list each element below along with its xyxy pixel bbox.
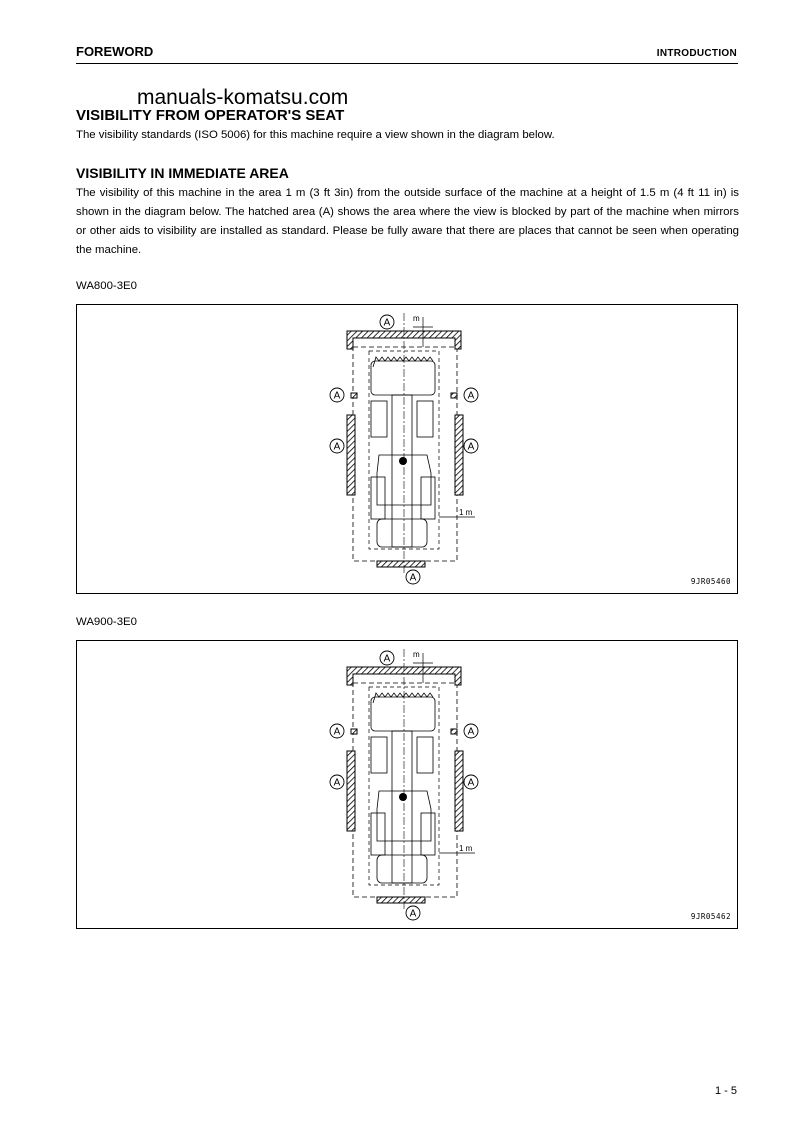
- figure-id: 9JR05460: [690, 577, 731, 586]
- callout-a-label: A: [409, 572, 417, 584]
- rear-right-tire: [421, 477, 435, 519]
- callout-a-label: A: [409, 908, 417, 920]
- dim-side-label: 1 m: [459, 844, 473, 853]
- page-number: 1 - 5: [714, 1085, 737, 1097]
- rear-left-tire: [371, 813, 385, 855]
- dim-side-label: 1 m: [459, 508, 473, 517]
- callout-a-label: A: [333, 726, 341, 738]
- bucket-teeth: [373, 693, 433, 703]
- front-left-tire: [371, 737, 387, 773]
- blind-zone-bottom: [377, 561, 425, 567]
- section-text-visibility-seat: The visibility standards (ISO 5006) for this machine require a view shown in the diagram below.: [76, 129, 555, 141]
- figure-wa900: [76, 640, 738, 929]
- watermark-text: manuals-komatsu.com: [137, 86, 349, 109]
- bucket: [371, 361, 435, 395]
- front-right-tire: [417, 401, 433, 437]
- mirror-zone-left: [351, 393, 357, 398]
- front-right-tire: [417, 737, 433, 773]
- figure-wa800: [76, 304, 738, 594]
- callout-a-label: A: [333, 441, 341, 453]
- mirror-zone-left: [351, 729, 357, 734]
- front-left-tire: [371, 401, 387, 437]
- blind-zone-left: [347, 415, 355, 495]
- section-text-immediate-area: The visibility of this machine in the area 1 m (3 ft 3in) from the outside surface of the machine at a height of 1.5 m (4 ft 11 in) is shown in the diagram below. The hatched area (A) shows the area where the view is blocked by part of the machine when mirrors or other aids to visibility are installed as standard. Please be fully aware that there are places that cannot be seen when operating the machine.: [76, 187, 739, 256]
- blind-zone-right: [455, 415, 463, 495]
- callout-a-label: A: [383, 653, 391, 665]
- callout-a-label: A: [383, 317, 391, 329]
- center-frame: [392, 731, 412, 883]
- bucket-teeth: [373, 357, 433, 367]
- visibility-diagram: [77, 305, 737, 593]
- section-heading-immediate-area: VISIBILITY IN IMMEDIATE AREA: [76, 165, 289, 181]
- rear-right-tire: [421, 813, 435, 855]
- figure-caption-wa900: WA900-3E0: [76, 616, 137, 628]
- blind-zone-right: [455, 751, 463, 831]
- center-frame: [392, 395, 412, 547]
- operator-eye-point: [399, 793, 407, 801]
- bucket: [371, 697, 435, 731]
- operator-eye-point: [399, 457, 407, 465]
- callout-a-label: A: [467, 441, 475, 453]
- header-section-title: FOREWORD: [76, 44, 154, 59]
- rear-left-tire: [371, 477, 385, 519]
- figure-id: 9JR05462: [690, 912, 731, 921]
- boundary-1m: [353, 347, 457, 561]
- counterweight: [377, 519, 427, 547]
- callout-a-label: A: [333, 777, 341, 789]
- callout-a-label: A: [467, 726, 475, 738]
- counterweight: [377, 855, 427, 883]
- blind-zone-left: [347, 751, 355, 831]
- header-chapter-title: INTRODUCTION: [656, 48, 737, 59]
- blind-zone-bottom: [377, 897, 425, 903]
- callout-a-label: A: [333, 390, 341, 402]
- figure-caption-wa800: WA800-3E0: [76, 280, 137, 292]
- header-rule: [76, 63, 738, 64]
- callout-a-label: A: [467, 777, 475, 789]
- boundary-1m: [353, 683, 457, 897]
- callout-a-label: A: [467, 390, 475, 402]
- visibility-diagram: [77, 641, 737, 928]
- mirror-zone-right: [451, 729, 457, 734]
- dim-top-label: m: [413, 314, 420, 323]
- section-heading-visibility-seat: VISIBILITY FROM OPERATOR'S SEAT: [76, 107, 345, 124]
- mirror-zone-right: [451, 393, 457, 398]
- dim-top-label: m: [413, 650, 420, 659]
